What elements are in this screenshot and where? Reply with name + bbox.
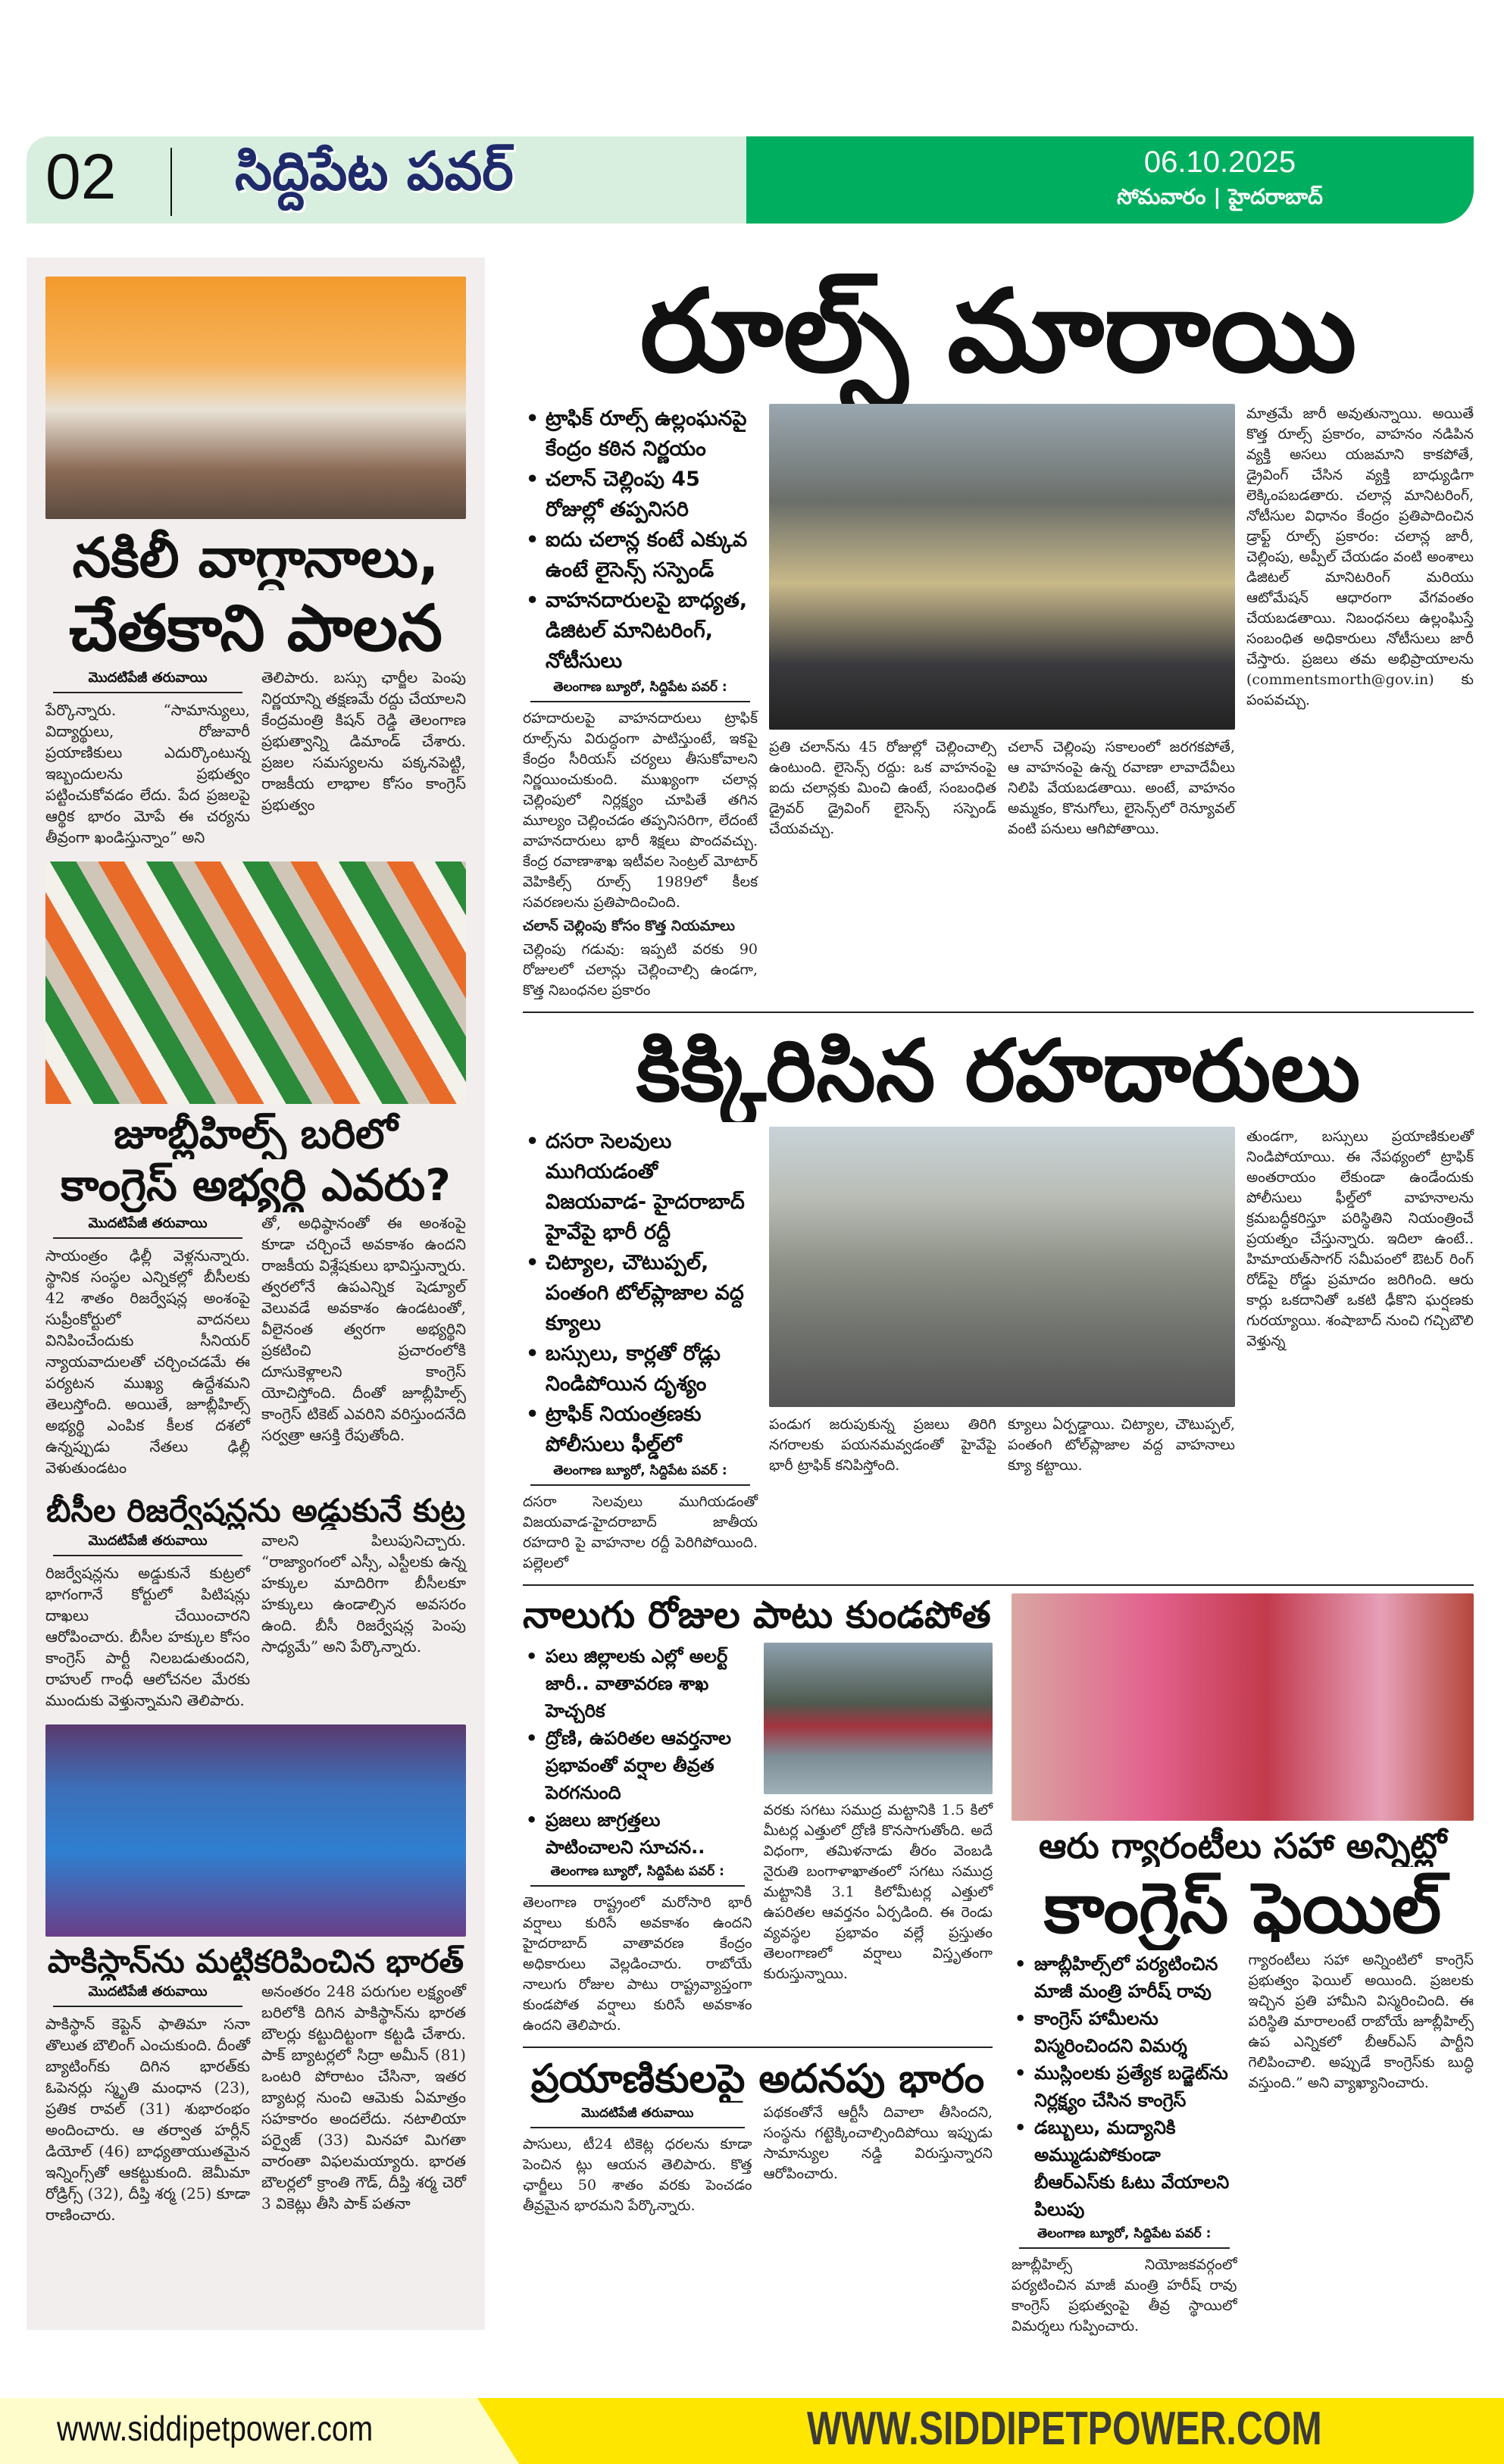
paragraph: తుండగా, బస్సులు ప్రయాణికులతో నిండిపోయాయి. ఈ నేపథ్యంలో ట్రాఫిక్ అంతరాయం లేకుండా ఉండేందుకు పోలీసులు ఫీల్డ్‌లో వాహనాలను క్రమబద్ధీకరిస్తూ పరిస్థితిని నియంత్రించే ప్రయత్నం చేస్తున్నారు. ఇదిలా ఉంటే.. హిమాయత్‌సాగర్ సమీపంలో ఔటర్ రింగ్ రోడ్‌పై రోడ్డు ప్రమాదం జరిగింది. ఆరు కార్లు ఒకదానితో ఒకటి ఢీకొని ఘర్షణకు గురయ్యాయి. శంషాబాద్ నుంచి గచ్చిబౌలి వెళ్తున్న [1246, 1127, 1474, 1349]
story-bc-reservations [45, 1492, 466, 1714]
byline: మొదటిపేజీ తరువాయి [53, 670, 242, 693]
paragraph: పండుగ జరుపుకున్న ప్రజలు తిరిగి నగరాలకు పయనమవ్వడంతో హైవేపై భారీ ట్రాఫిక్ కనిపిస్తోంది. [769, 1415, 996, 1474]
byline: తెలంగాణ బ్యూరో, సిద్దిపేట పవర్ : [530, 1463, 750, 1486]
byline: మొదటిపేజీ తరువాయి [530, 2106, 745, 2128]
highlight-item: • ముస్లింలకు ప్రత్యేక బడ్జెట్‌ను నిర్లక్ష్యం చేసిన కాంగ్రెస్ [1012, 2059, 1237, 2114]
byline: మొదటిపేజీ తరువాయి [53, 1984, 242, 2007]
day-city: సోమవారం | హైదరాబాద్ [1117, 184, 1323, 209]
highlight-item: • చిట్యాల, చౌటుప్పల్, పంతంగి టోల్‌ప్లాజాల వద్ద క్యూలు [523, 1248, 758, 1339]
highlight-item: • దసరా సెలవులు ముగియడంతో విజయవాడ- హైదరాబాద్ హైవేపై భారీ రద్దీ [523, 1127, 758, 1248]
headline: చేతకాని పాలన [69, 591, 442, 666]
highlight-item: • ఐదు చలాన్ల కంటే ఎక్కువ ఉంటే లైసెన్స్ సస్పెండ్ [523, 525, 758, 586]
article-column [1008, 1415, 1235, 1479]
highlight-item: • ప్రజలు జాగ్రత్తలు పాటించాలని సూచన.. [523, 1806, 752, 1861]
photo-rain-street [764, 1643, 993, 1794]
byline: తెలంగాణ బ్యూరో, సిద్దిపేట పవర్ : [1019, 2226, 1230, 2249]
article-column [45, 1562, 250, 1711]
rules-story [523, 404, 1474, 1004]
highlight-item: • కాంగ్రెస్ హామీలను విస్మరించిందని విమర్శ [1012, 2005, 1237, 2059]
photo-meeting-stage [45, 277, 466, 519]
paragraph: చెల్లింపు గడువు: ఇప్పటి వరకు 90 రోజులలో చలాన్లు చెల్లించాల్సి ఉండగా, కొత్త నిబంధనల ప్రకారం [523, 940, 758, 999]
headline: పాకిస్థాన్‌ను మట్టికరిపించిన భారత్ [47, 1942, 464, 1980]
photo-harish-rao-group [1012, 1593, 1474, 1821]
paragraph: తో, అధిష్ఠానంతో ఈ అంశంపై కూడా చర్చించే అవకాశం ఉందని రాజకీయ విశ్లేషకులు భావిస్తున్నారు. త్వరలోనే ఉపఎన్నిక షెడ్యూల్ వెలువడే అవకాశం ఉండటంతో, వీలైనంత త్వరగా అభ్యర్థిని ప్రకటించి ప్రచారంలోకి దూసుకెళ్లాలని కాంగ్రెస్ యోచిస్తోంది. దీంతో జూబ్లీహిల్స్ కాంగ్రెస్ టికెట్ ఎవరిని వరిస్తుందనేది సర్వత్రా ఆసక్తి రేపుతోంది. [261, 1213, 466, 1444]
divider [523, 1012, 1474, 1013]
article-column [764, 1800, 993, 1984]
article-column [45, 2013, 250, 2225]
story-cricket [45, 1724, 466, 2228]
story-jubilee-hills [45, 861, 466, 1481]
article-column [261, 1212, 466, 1449]
congress-story [1012, 1593, 1474, 2340]
highlight-item: • చలాన్ చెల్లింపు 45 రోజుల్లో తప్పనిసరి [523, 464, 758, 525]
paragraph: మాత్రమే జారీ అవుతున్నాయి. అయితే కొత్త రూల్స్ ప్రకారం, వాహనం నడిపిన వ్యక్తి అసలు యజమాని కాకపోతే, డ్రైవింగ్ చేసిన వ్యక్తి బాధ్యుడిగా లెక్కింపబడతారు. చలాన్ల మానిటరింగ్, నోటీసుల విధానం కేంద్రం ప్రతిపాదించిన డ్రాఫ్ట్ రూల్స్ ప్రకారం: చలాన్ల జారీ, చెల్లింపు, అప్పీల్ చేయడం వంటి అంశాలు డిజిటల్ మానిటరింగ్ మరియు ఆటోమేషన్ ఆధారంగా వేగవంతం చేయబడతాయి. నిబంధనలు ఉల్లంఘిస్తే సంబంధిత అధికారులు నోటీసులు జారీ చేస్తారు. ప్రజలు తమ అభిప్రాయాలను (commentsmorth@gov.in) కు పంపవచ్చు. [1246, 405, 1474, 708]
headline: ఆరు గ్యారంటీలు సహా అన్నిట్లో [1038, 1825, 1447, 1866]
byline: తెలంగాణ బ్యూరో, సిద్దిపేట పవర్ : [530, 680, 750, 702]
article-column [1012, 2255, 1237, 2337]
highlights-list [523, 1127, 758, 1460]
article-column [764, 2103, 993, 2187]
rain-story [523, 1643, 993, 2039]
paragraph: పేర్కొన్నారు. “సామాన్యులు, విద్యార్థులు, రోజువారీ ప్రయాణికులు ఎదుర్కొంటున్న ఇబ్బందులను ప్రభుత్వం పట్టించుకోవడం లేదు. పేద ప్రజలపై ఆర్థిక భారం మోపే ఈ చర్యను తీవ్రంగా ఖండిస్తున్నాం” అని [45, 701, 250, 847]
highlight-item: • ట్రాఫిక్ నియంత్రణకు పోలీసులు ఫీల్డ్‌లో [523, 1399, 758, 1460]
highlight-item: • ద్రోణి, ఉపరితల ఆవర్తనాల ప్రభావంతో వర్షాల తీవ్రత పెరగనుంది [523, 1724, 752, 1806]
highlight-item: • పలు జిల్లాలకు ఎల్లో అలర్ట్ జారీ.. వాతావరణ శాఖ హెచ్చరిక [523, 1643, 752, 1724]
main-headline: రూల్స్ మారాయి [639, 266, 1357, 398]
headline: నాలుగు రోజుల పాటు కుండపోత [523, 1593, 991, 1637]
article-column [523, 1893, 752, 2036]
paper-name: సిద్దిపేట పవర్ [235, 140, 514, 202]
article-column [523, 2134, 752, 2216]
article-column [523, 708, 758, 1001]
paragraph: రిజర్వేషన్లను అడ్డుకునే కుట్రలో భాగంగానే కోర్టులో పిటిషన్లు దాఖలు చేయించారని ఆరోపించారు. బీసీల హక్కుల కోసం కాంగ్రెస్ పార్టీ నిలబడుతుందని, రాహుల్ గాంధీ ఆలోచనల మేరకు ముందుకు వెళ్తున్నామని తెలిపారు. [45, 1563, 250, 1709]
article-column [261, 667, 466, 818]
highlights-list [523, 404, 758, 677]
subheading: చలాన్ చెల్లింపు కోసం కొత్త నియమాలు [523, 917, 735, 934]
headline: నకిలీ వాగ్దానాలు, [72, 526, 439, 589]
headline: బీసీల రిజర్వేషన్లను అడ్డుకునే కుట్ర [46, 1491, 465, 1529]
headline: కిక్కిరిసిన రహదారులు [636, 1021, 1361, 1121]
highlights-list [1012, 1950, 1237, 2223]
roads-story [523, 1127, 1474, 1577]
photo-highway-traffic [769, 1127, 1235, 1407]
photo-traffic-police [769, 404, 1235, 730]
page-number: 02 [45, 141, 117, 212]
headline: జూబ్లీహిల్స్ బరిలో [114, 1110, 398, 1159]
paragraph: పథకంతోనే ఆర్టీసీ దివాలా తీసిందని, సంస్థను గట్టెక్కించాల్సిందిపోయి ఇప్పుడు సామాన్యుల నడ్డి విరుస్తున్నారని ఆరోపించారు. [763, 2104, 993, 2183]
article-column [1249, 1950, 1474, 2097]
story-fake-promises [45, 277, 466, 851]
headline: కాంగ్రెస్ ఫెయిల్ [1043, 1868, 1442, 1950]
website-link[interactable]: www.siddipetpower.com [57, 2409, 374, 2448]
paragraph: ప్రతి చలాన్‌ను 45 రోజుల్లో చెల్లించాల్సి ఉంటుంది. లైసెన్స్ రద్దు: ఒక వాహనంపై ఐదు చలాన్లకు మించి ఉంటే, సంబంధిత డ్రైవర్ డ్రైవింగ్ లైసెన్స్ సస్పెండ్ చేయవచ్చు. [769, 738, 996, 837]
paragraph: తెలంగాణ రాష్ట్రంలో మరోసారి భారీ వర్షాలు కురిసే అవకాశం ఉందని హైదరాబాద్ వాతావరణ కేంద్రం అధికారులు వెల్లడించారు. రాబోయే నాలుగు రోజుల పాటు రాష్ట్రవ్యాప్తంగా కుండపోత వర్షాలు కురిసే అవకాశం ఉందని తెలిపారు. [523, 1893, 752, 2034]
paragraph: అనంతరం 248 పరుగుల లక్ష్యంతో బరిలోకి దిగిన పాకిస్థాన్‌ను భారత బౌలర్లు కట్టుదిట్టంగా కట్టడి చేశారు. పాక్ బ్యాటర్లలో సిద్రా అమీన్ (81) ఒంటరి పోరాటం చేసినా, ఇతర బ్యాటర్ల నుంచి ఆమెకు ఏమాత్రం సహకారం అందలేదు. నటాలియా పర్వైజ్ (33) మినహా మిగతా వారంతా విఫలమయ్యారు. భారత బౌలర్లలో క్రాంతి గౌడ్, దీప్తి శర్మ చెరో 3 వికెట్లు తీసి పాక్ పతనా [261, 1982, 466, 2213]
byline: మొదటిపేజీ తరువాయి [53, 1215, 242, 1239]
article-column [769, 1415, 996, 1479]
article-column [769, 737, 996, 843]
article-column [261, 1981, 466, 2217]
article-column [45, 1245, 250, 1478]
article-column [1246, 1127, 1474, 1355]
highlights-list [523, 1643, 752, 1861]
article-column [45, 699, 250, 848]
issue-date: 06.10.2025 [1143, 145, 1296, 179]
highlight-item: • బస్సులు, కార్లతో రోడ్లు నిండిపోయిన దృశ్యం [523, 1339, 758, 1399]
paragraph: రహదారులపై వాహనదారులు ట్రాఫిక్ రూల్స్‌ను విరుద్ధంగా పాటిస్తుంటే, ఇకపై కేంద్రం సీరియస్ చర్యలు తీసుకోవాలని నిర్ణయించుకుంది. ముఖ్యంగా చలాన్ల చెల్లింపులో నిర్లక్ష్యం చూపితే తగిన మూల్యం చెల్లించడం తప్పనిసరిగా, లేదంటే వాహనదారులు భారీ శిక్షలు పొందవచ్చు. కేంద్ర రవాణాశాఖ ఇటీవల సెంట్రల్ మోటార్ వెహికిల్స్ రూల్స్ 1989లో కీలక సవరణలను ప్రతిపాదించింది. [523, 709, 758, 911]
paragraph: సాయంత్రం ఢిల్లీ వెళ్లనున్నారు. స్థానిక సంస్థల ఎన్నికల్లో బీసీలకు 42 శాతం రిజర్వేషన్ల అంశంపై సుప్రీంకోర్టులో వాదనలు వినిపించేందుకు సీనియర్ న్యాయవాదులతో చర్చించడమే ఈ పర్యటన ముఖ్య ఉద్దేశమని తెలుస్తోంది. అయితే, జూబ్లీహిల్స్ అభ్యర్థి ఎంపిక కీలక దశలో ఉన్నప్పుడు నేతలు ఢిల్లీ వెళుతుండటం [45, 1246, 250, 1477]
photo-cricket-team [45, 1724, 466, 1937]
highlight-item: • ట్రాఫిక్ రూల్స్ ఉల్లంఘనపై కేంద్రం కఠిన నిర్ణయం [523, 404, 758, 464]
byline: మొదటిపేజీ తరువాయి [53, 1533, 242, 1556]
highlight-item: • వాహనదారులపై బాధ్యత, డిజిటల్ మానిటరింగ్, నోటీసులు [523, 586, 758, 677]
left-column [27, 258, 485, 2330]
bus-story [523, 2103, 993, 2219]
article-column [1008, 737, 1235, 843]
divider [523, 1584, 1474, 1586]
highlight-item: • డబ్బులు, మద్యానికి అమ్ముడుపోకుండా బీఆర్ఎస్‌కు ఓటు వేయాలని పిలుపు [1012, 2114, 1237, 2223]
paragraph: జూబ్లీహిల్స్ నియోజకవర్గంలో పర్యటించిన మాజీ మంత్రి హరీష్ రావు కాంగ్రెస్ ప్రభుత్వంపై తీవ్ర స్థాయిలో విమర్శలు గుప్పించారు. [1012, 2256, 1237, 2335]
paragraph: వరకు సగటు సముద్ర మట్టానికి 1.5 కిలో మీటర్ల ఎత్తులో ద్రోణి కొనసాగుతోంది. అదే విధంగా, తమిళనాడు తీరం వెంబడి నైరుతి బంగాళాఖాతంలో సగటు సముద్ర మట్టానికి 3.1 కిలోమీటర్ల ఎత్తులో ఉపరితల ఆవర్తనం ఏర్పడింది. ఈ రెండు వ్యవస్థల ప్రభావం వల్లే ప్రస్తుతం తెలంగాణలో వర్షాలు విస్తృతంగా కురుస్తున్నాయి. [763, 1801, 993, 1982]
paragraph: చలాన్ చెల్లింపు సకాలంలో జరగకపోతే, ఆ వాహనంపై ఉన్న రవాణా లావాదేవీలు నిలిపి వేయబడతాయి. అంటే, వాహనం అమ్మకం, కొనుగోలు, లైసెన్స్‌లో రెన్యూవల్ వంటి పనులు ఆగిపోతాయి. [1008, 738, 1235, 837]
article-column [523, 1492, 758, 1574]
headline: కాంగ్రెస్ అభ్యర్థి ఎవరు? [61, 1159, 451, 1211]
paragraph: పాకిస్థాన్ కెప్టెన్ ఫాతిమా సనా తొలుత బౌలింగ్ ఎంచుకుంది. దీంతో బ్యాటింగ్‌కు దిగిన భారత్‌కు ఓపెనర్లు స్మృతి మంధాన (23), ప్రతిక రావల్ (31) శుభారంభం అందించారు. ఆ తర్వాత హర్లీన్ డియోల్ (46) బాధ్యతాయుతమైన ఇన్నింగ్స్‌తో ఆకట్టుకుంది. జెమీమా రోడ్రిగ్స్ (32), దీప్తి శర్మ (25) కూడా రాణించారు. [45, 2015, 250, 2225]
paragraph: దసరా సెలవులు ముగియడంతో విజయవాడ-హైదరాబాద్ జాతీయ రహదారి పై వాహనాల రద్దీ పెరిగిపోయింది. పల్లెలలో [523, 1493, 758, 1571]
article-column [261, 1530, 466, 1660]
divider [523, 2047, 993, 2048]
paragraph: తెలిపారు. బస్సు ఛార్జీల పెంపు నిర్ణయాన్ని తక్షణమే రద్దు చేయాలని కేంద్రమంత్రి కిషన్ రెడ్డి తెలంగాణ ప్రభుత్వాన్ని డిమాండ్ చేశారు. ప్రజల సమస్యలను పక్కనపెట్టి, రాజకీయ లాభాల కోసం కాంగ్రెస్ ప్రభుత్వం [261, 668, 466, 815]
article-column [1246, 404, 1474, 714]
headline: ప్రయాణికులపై అదనపు భారం [530, 2056, 985, 2102]
divider [170, 148, 172, 216]
paragraph: గ్యారంటీలు సహా అన్నింటిలో కాంగ్రెస్ ప్రభుత్వం ఫెయిల్ అయింది. ప్రజలకు ఇచ్చిన ప్రతి హామీని విస్మరించింది. ఈ పరిస్థితి మారాలంటే రాబోయే జూబ్లీహిల్స్ ఉప ఎన్నికలో బీఆర్ఎస్ పార్టీని గెలిపించాలి. అప్పుడే కాంగ్రెస్‌కు బుద్ధి వస్తుంది.” అని వ్యాఖ్యానించారు. [1248, 1952, 1474, 2092]
highlight-item: • జూబ్లీహిల్స్‌లో పర్యటించిన మాజీ మంత్రి హరీష్ రావు [1012, 1950, 1237, 2005]
website-link-large[interactable]: WWW.SIDDIPETPOWER.COM [807, 2403, 1322, 2455]
paragraph: క్యూలు ఏర్పడ్డాయి. చిట్యాల, చౌటుప్పల్, పంతంగి టోల్‌ప్లాజాల వద్ద వాహనాలు క్యూ కట్టాయి. [1008, 1415, 1235, 1474]
photo-tricolor-rally [45, 861, 466, 1104]
main-area [523, 261, 1474, 2340]
paragraph: పాసులు, టీ24 టికెట్ల ధరలను కూడా పెంచిన ట్లు ఆయన తెలిపారు. కొత్త ఛార్జీలు 50 శాతం వరకు పెంచడం తీవ్రమైన భారమని పేర్కొన్నారు. [523, 2136, 752, 2215]
byline: తెలంగాణ బ్యూరో, సిద్దిపేట పవర్ : [530, 1864, 745, 1887]
paragraph: వాలని పిలుపునిచ్చారు. “రాజ్యాంగంలో ఎస్సీ, ఎస్టీలకు ఉన్న హక్కుల మాదిరిగా బీసీలకూ హక్కులు ఉండాల్సిన అవసరం ఉంది. బీసీ రిజర్వేషన్ల పెంపు సాధ్యమే” అని పేర్కొన్నారు. [261, 1531, 466, 1656]
